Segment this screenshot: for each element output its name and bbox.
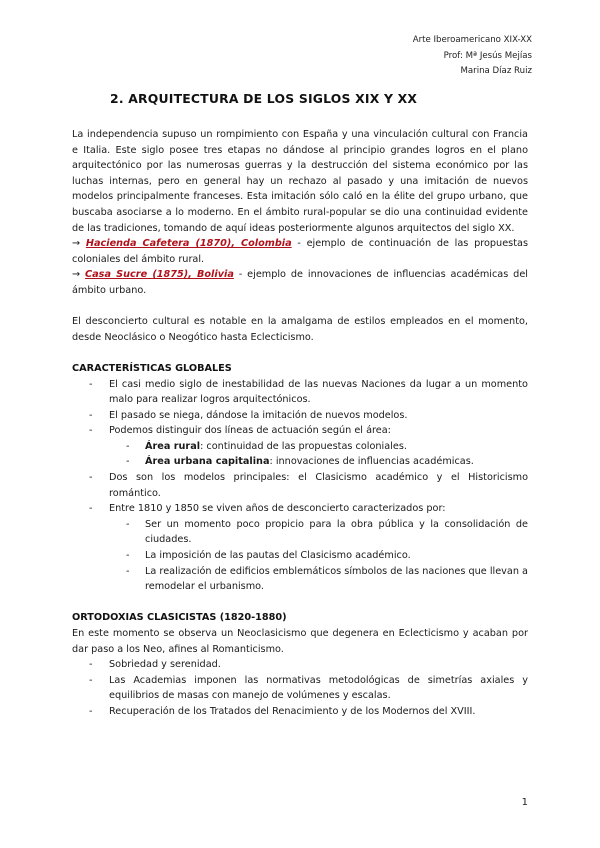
sub-list-item: - Área urbana capitalina: innovaciones de influencias académicas. [72, 454, 528, 470]
desconcierto-paragraph: El desconcierto cultural es notable en la amalgama de estilos empleados en el momento, desde Neoclásico o Neogótico hasta Eclecticismo. [72, 316, 528, 343]
list-item: - Podemos distinguir dos líneas de actuación según el área: - Área rural: continuidad de las propuestas coloniales. - Área urbana capitalina: innovaciones de influencias académicas. [72, 423, 528, 470]
section-title: 2. ARQUITECTURA DE LOS SIGLOS XIX Y XX [110, 91, 418, 106]
sub-list [72, 439, 528, 470]
arrow-icon: → [72, 238, 81, 250]
page-number: 1 [521, 797, 528, 808]
intro-paragraph: La independencia supuso un rompimiento con España y una vinculación cultural con Francia e Italia. Este siglo posee tres etapas no dándose al principio grandes logros en el plano arquitectónico por las numerosas guerras y la destrucción del sistema económico por las luchas internas, pero en general hay un rechazo al pasado y una imitación de nuevos modelos principalmente franceses. Esta imitación sólo caló en la élite del grupo urbano, que buscaba asociarse a lo moderno. En el ámbito rural-popular se dio una continuidad evidente de las tradiciones, tomando de aquí ideas posteriormente algunos arquitectos del siglo XX. [72, 129, 528, 234]
dash-marker: - [126, 550, 130, 562]
list-item: - El casi medio siglo de inestabilidad de las nuevas Naciones da lugar a un momento malo para realizar logros arquitectónicos. [89, 378, 528, 406]
example-link[interactable]: Hacienda Cafetera (1870), Colombia [85, 238, 292, 250]
sub-list [72, 517, 528, 595]
caracteristicas-heading: CARACTERÍSTICAS GLOBALES [72, 362, 232, 374]
list-item: - Dos son los modelos principales: el Clasicismo académico y el Historicismo romántico. [89, 472, 528, 499]
document-body [72, 127, 528, 720]
list-item: - Recuperación de los Tratados del Renacimiento y de los Modernos del XVIII. [72, 704, 528, 720]
dash-marker: - [89, 503, 93, 515]
header-course: Arte Iberoamericano XIX-XX [412, 35, 532, 45]
example-line [72, 236, 528, 267]
dash-marker: - [126, 456, 130, 468]
dash-marker: - [89, 409, 93, 421]
example-text: - ejemplo de innovaciones de influencias académicas del ámbito urbano. [72, 269, 528, 296]
dash-marker: - [89, 425, 93, 437]
sub-list-item: - La imposición de las pautas del Clasicismo académico. [72, 548, 528, 564]
list-item: - El pasado se niega, dándose la imitación de nuevos modelos. [72, 408, 528, 424]
dash-marker: - [89, 378, 93, 390]
dash-marker: - [126, 440, 130, 452]
list-item: - Sobriedad y serenidad. [72, 657, 528, 673]
ortodoxias-intro: En este momento se observa un Neoclasicismo que degenera en Eclecticismo y acaban por dar paso a los Neo, afines al Romanticismo. [72, 628, 528, 655]
dash-marker: - [126, 565, 130, 577]
example-text: - ejemplo de continuación de las propuestas coloniales del ámbito rural. [72, 238, 528, 265]
header-professor: Prof: Mª Jesús Mejías [443, 50, 532, 61]
dash-marker: - [89, 472, 93, 484]
header-author: Marina Díaz Ruiz [460, 66, 532, 76]
ortodoxias-heading: ORTODOXIAS CLASICISTAS (1820-1880) [72, 612, 287, 624]
sub-list-item: - Ser un momento poco propicio para la obra pública y la consolidación de ciudades. [126, 518, 528, 546]
dash-marker: - [89, 705, 93, 717]
caracteristicas-list [72, 377, 528, 595]
sub-list-item: - Área rural: continuidad de las propuestas coloniales. [72, 439, 528, 455]
list-item: - Entre 1810 y 1850 se viven años de desconcierto caracterizados por: - Ser un momento poco propicio para la obra pública y la consolidación de ciudades. - La imposición de las pautas del Clasicismo académico. - La realización de edificios emblemáticos símbolos de las naciones que llevan a remodelar el urbanismo. [72, 501, 528, 595]
dash-marker: - [89, 659, 93, 671]
arrow-icon: → [72, 269, 81, 281]
example-link[interactable]: Casa Sucre (1875), Bolivia [85, 269, 234, 281]
dash-marker: - [126, 518, 130, 530]
list-item: - Las Academias imponen las normativas metodológicas de simetrías axiales y equilibrios de masas con manejo de volúmenes y escalas. [89, 674, 528, 702]
page-header [413, 33, 532, 80]
example-line [72, 267, 528, 298]
dash-marker: - [89, 674, 93, 686]
ortodoxias-list [72, 657, 528, 719]
sub-list-item: - La realización de edificios emblemáticos símbolos de las naciones que llevan a remodelar el urbanismo. [126, 565, 528, 593]
